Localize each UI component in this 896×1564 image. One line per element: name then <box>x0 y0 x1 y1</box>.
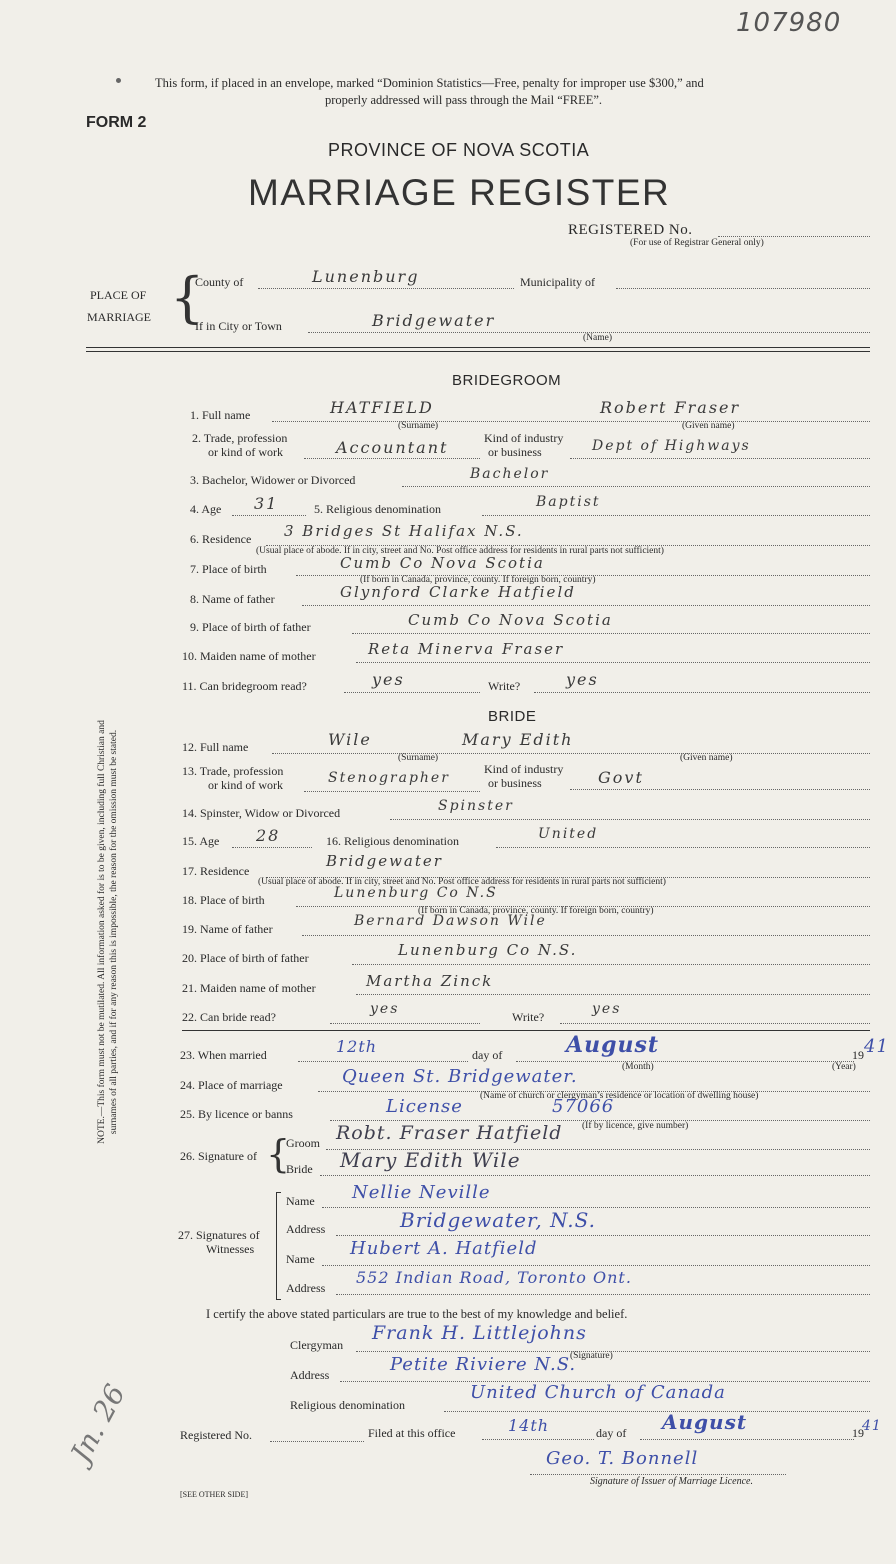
label-residence-groom: 6. Residence <box>190 532 252 546</box>
groom-surname: HATFIELD <box>330 398 434 417</box>
line-denomination <box>444 1411 870 1412</box>
filed-day: 14th <box>508 1416 550 1435</box>
line-mother-bride <box>356 994 870 995</box>
groom-surname-hint: (Surname) <box>398 421 439 431</box>
punch-dot <box>116 78 121 83</box>
place-of-marriage: Queen St. Bridgewater. <box>342 1066 578 1087</box>
line-w2-name <box>322 1265 870 1266</box>
postal-notice-line-1: This form, if placed in an envelope, marked “Dominion Statistics—Free, penalty for improper use $300,” and <box>155 76 704 90</box>
denomination: United Church of Canada <box>470 1382 726 1403</box>
label-father-birth-groom: 9. Place of birth of father <box>190 620 311 634</box>
line-issuer <box>530 1474 786 1475</box>
divider-bride <box>182 1030 870 1031</box>
groom-residence: 3 Bridges St Halifax N.S. <box>284 522 524 540</box>
label-denomination: Religious denomination <box>290 1398 405 1412</box>
divider-top <box>86 347 870 348</box>
label-trade-bride-b: or kind of work <box>208 778 283 792</box>
groom-industry: Dept of Highways <box>592 438 751 454</box>
licence-number: 57066 <box>552 1096 615 1117</box>
label-religion-groom: 5. Religious denomination <box>314 502 441 516</box>
label-age-bride: 15. Age <box>182 834 220 848</box>
province-heading: PROVINCE OF NOVA SCOTIA <box>328 140 590 160</box>
label-full-name-bride: 12. Full name <box>182 740 249 754</box>
line-age-groom <box>232 515 306 516</box>
registrar-note: (For use of Registrar General only) <box>630 238 764 248</box>
label-status-bride: 14. Spinster, Widow or Divorced <box>182 806 341 820</box>
groom-age: 31 <box>254 494 279 513</box>
line-industry-bride <box>570 789 870 790</box>
line-write-groom <box>534 692 870 693</box>
line-w2-address <box>336 1294 870 1295</box>
bride-residence-hint: (Usual place of abode. If in city, street and No. Post office address for residents in rural parts not sufficient) <box>258 877 666 887</box>
label-write-groom: Write? <box>488 679 521 693</box>
groom-write: yes <box>566 670 599 689</box>
groom-signature: Robt. Fraser Hatfield <box>336 1122 563 1144</box>
groom-trade: Accountant <box>336 438 449 457</box>
county-label: County of <box>195 275 244 289</box>
place-of-marriage-hint: (Name of church or clergyman’s residence or location of dwelling house) <box>480 1091 759 1101</box>
groom-father: Glynford Clarke Hatfield <box>340 583 576 601</box>
label-mother-groom: 10. Maiden name of mother <box>182 649 316 663</box>
line-religion-bride <box>496 847 870 848</box>
line-married-month <box>516 1061 854 1062</box>
line-trade-bride <box>304 791 480 792</box>
bridegroom-heading: BRIDEGROOM <box>452 372 562 389</box>
groom-religion: Baptist <box>536 494 601 510</box>
line-trade-groom <box>304 458 480 459</box>
side-note-line-1: NOTE.—This form must not be mutilated. All information asked for is to be given, including full Christian and <box>97 720 107 1144</box>
line-full-name-groom <box>272 421 870 422</box>
groom-given-name: Robert Fraser <box>600 398 741 417</box>
label-age-groom: 4. Age <box>190 502 222 516</box>
label-status-groom: 3. Bachelor, Widower or Divorced <box>190 473 356 487</box>
label-write-bride: Write? <box>512 1010 545 1024</box>
line-full-name-bride <box>272 753 870 754</box>
bride-mother: Martha Zinck <box>366 972 494 990</box>
line-age-bride <box>232 847 312 848</box>
bride-heading: BRIDE <box>488 708 537 725</box>
groom-read: yes <box>372 670 405 689</box>
line-father-birth-groom <box>352 633 870 634</box>
line-clergyman <box>356 1351 870 1352</box>
label-place-of-marriage: 24. Place of marriage <box>180 1078 283 1092</box>
label-father-groom: 8. Name of father <box>190 592 275 606</box>
label-trade-groom-a: 2. Trade, profession <box>192 431 288 445</box>
bride-religion: United <box>538 826 599 842</box>
label-when-married: 23. When married <box>180 1048 267 1062</box>
label-bride: Bride <box>286 1162 313 1176</box>
label-w1-address: Address <box>286 1222 326 1236</box>
line-bride-sig <box>320 1175 870 1176</box>
witness-bracket <box>276 1192 281 1300</box>
page-title: MARRIAGE REGISTER <box>248 172 671 213</box>
bride-write: yes <box>592 1001 622 1017</box>
groom-father-birth: Cumb Co Nova Scotia <box>408 611 613 629</box>
bride-birth: Lunenburg Co N.S <box>334 885 498 901</box>
label-mother-bride: 21. Maiden name of mother <box>182 981 316 995</box>
label-w2-address: Address <box>286 1281 326 1295</box>
bride-given-name: Mary Edith <box>462 730 574 749</box>
bride-trade: Stenographer <box>328 770 450 786</box>
city-value: Bridgewater <box>372 311 496 330</box>
county-line <box>258 288 514 289</box>
label-industry-groom-a: Kind of industry <box>484 431 564 445</box>
married-year-prefix: 19 <box>852 1048 864 1062</box>
label-residence-bride: 17. Residence <box>182 864 250 878</box>
label-w2-name: Name <box>286 1252 315 1266</box>
issuer-signature: Geo. T. Bonnell <box>546 1448 699 1469</box>
month-hint: (Month) <box>622 1062 654 1072</box>
line-read-bride <box>330 1023 480 1024</box>
line-father-birth-bride <box>352 964 870 965</box>
place-heading-2: MARRIAGE <box>87 310 152 324</box>
municipality-line <box>616 288 870 289</box>
groom-status: Bachelor <box>470 466 550 482</box>
label-filed: Filed at this office <box>368 1426 456 1440</box>
signature-hint: (Signature) <box>570 1351 613 1361</box>
place-brace: { <box>170 266 205 329</box>
line-married-day <box>298 1061 468 1062</box>
clergy-address: Petite Riviere N.S. <box>390 1354 577 1375</box>
clergyman-signature: Frank H. Littlejohns <box>372 1322 587 1344</box>
married-day: 12th <box>336 1037 378 1056</box>
line-mother-groom <box>356 662 870 663</box>
groom-birth: Cumb Co Nova Scotia <box>340 554 545 572</box>
side-note <box>96 602 120 1262</box>
bride-industry: Govt <box>598 768 644 787</box>
line-father-bride <box>302 935 870 936</box>
line-registered-no <box>270 1441 364 1442</box>
married-month: August <box>566 1032 659 1058</box>
filed-year: 41 <box>862 1418 882 1434</box>
label-groom: Groom <box>286 1136 320 1150</box>
label-full-name-groom: 1. Full name <box>190 408 251 422</box>
label-licence: 25. By licence or banns <box>180 1107 293 1121</box>
groom-birth-hint: (If born in Canada, province, county. If foreign born, country) <box>360 575 596 585</box>
city-name-hint: (Name) <box>583 333 613 343</box>
groom-mother: Reta Minerva Fraser <box>368 640 565 658</box>
label-signatures-of: 27. Signatures of <box>178 1228 260 1242</box>
place-heading-1: PLACE OF <box>90 288 147 302</box>
label-registered-no: Registered No. <box>180 1428 252 1442</box>
bride-signature: Mary Edith Wile <box>340 1148 521 1172</box>
witness-2-address: 552 Indian Road, Toronto Ont. <box>356 1268 632 1287</box>
signature-brace: { <box>266 1132 291 1176</box>
label-clergyman: Clergyman <box>290 1338 344 1352</box>
line-filed-day <box>482 1439 594 1440</box>
licence-type: License <box>386 1096 463 1117</box>
county-value: Lunenburg <box>312 267 420 286</box>
label-industry-bride-b: or business <box>488 776 542 790</box>
form-label: FORM 2 <box>86 114 147 131</box>
line-father-groom <box>302 605 870 606</box>
witness-2-name: Hubert A. Hatfield <box>350 1238 538 1259</box>
line-religion-groom <box>482 515 870 516</box>
bride-surname: Wile <box>328 730 372 749</box>
bride-status: Spinster <box>438 798 514 814</box>
label-signature-of: 26. Signature of <box>180 1149 257 1163</box>
bride-age: 28 <box>256 826 281 845</box>
married-year: 41 <box>864 1036 889 1057</box>
divider-top-2 <box>86 351 870 352</box>
label-industry-bride-a: Kind of industry <box>484 762 564 776</box>
label-religion-bride: 16. Religious denomination <box>326 834 459 848</box>
label-read-bride: 22. Can bride read? <box>182 1010 276 1024</box>
city-label: If in City or Town <box>195 319 282 333</box>
witness-1-name: Nellie Neville <box>352 1182 491 1203</box>
line-industry-groom <box>570 458 870 459</box>
licence-hint: (If by licence, give number) <box>582 1121 689 1131</box>
line-read-groom <box>344 692 480 693</box>
certification-text: I certify the above stated particulars are true to the best of my knowledge and belief. <box>206 1307 628 1321</box>
label-read-groom: 11. Can bridegroom read? <box>182 679 307 693</box>
label-birth-groom: 7. Place of birth <box>190 562 267 576</box>
label-industry-groom-b: or business <box>488 445 542 459</box>
label-father-birth-bride: 20. Place of birth of father <box>182 951 309 965</box>
bride-father: Bernard Dawson Wile <box>354 913 547 929</box>
label-witnesses: Witnesses <box>206 1242 255 1256</box>
line-status-groom <box>402 486 870 487</box>
bride-surname-hint: (Surname) <box>398 753 439 763</box>
line-status-bride <box>390 819 870 820</box>
bride-residence: Bridgewater <box>326 852 443 870</box>
filed-year-prefix: 19 <box>852 1426 864 1440</box>
year-hint: (Year) <box>832 1062 856 1072</box>
line-w1-address <box>336 1235 870 1236</box>
margin-scribble: Jn. 26 <box>64 1378 132 1468</box>
issuer-caption: Signature of Issuer of Marriage Licence. <box>590 1476 753 1487</box>
filed-month: August <box>662 1410 748 1434</box>
label-w1-name: Name <box>286 1194 315 1208</box>
label-birth-bride: 18. Place of birth <box>182 893 265 907</box>
see-other-side: [SEE OTHER SIDE] <box>180 1490 248 1499</box>
label-trade-bride-a: 13. Trade, profession <box>182 764 284 778</box>
document-number: 107980 <box>736 8 842 38</box>
label-father-bride: 19. Name of father <box>182 922 273 936</box>
bride-father-birth: Lunenburg Co N.S. <box>398 941 578 959</box>
groom-residence-hint: (Usual place of abode. If in city, street and No. Post office address for residents in rural parts not sufficient) <box>256 546 664 556</box>
label-trade-groom-b: or kind of work <box>208 445 283 459</box>
postal-notice-line-2: properly addressed will pass through the Mail “FREE”. <box>325 93 603 107</box>
registered-no-label: REGISTERED No. <box>568 222 693 238</box>
bride-given-hint: (Given name) <box>680 753 733 763</box>
municipality-label: Municipality of <box>520 275 595 289</box>
label-clergy-address: Address <box>290 1368 330 1382</box>
bride-read: yes <box>370 1001 400 1017</box>
bride-birth-hint: (If born in Canada, province, county. If foreign born, country) <box>418 906 654 916</box>
label-filed-day-of: day of <box>596 1426 627 1440</box>
registered-no-line <box>718 236 870 237</box>
line-filed-month <box>640 1439 854 1440</box>
line-write-bride <box>560 1023 870 1024</box>
label-day-of: day of <box>472 1048 503 1062</box>
witness-1-address: Bridgewater, N.S. <box>400 1208 597 1232</box>
groom-given-hint: (Given name) <box>682 421 735 431</box>
side-note-line-2: surnames of all parties, and if for any reason this is impossible, the reason for the omission must be stated. <box>109 729 119 1135</box>
